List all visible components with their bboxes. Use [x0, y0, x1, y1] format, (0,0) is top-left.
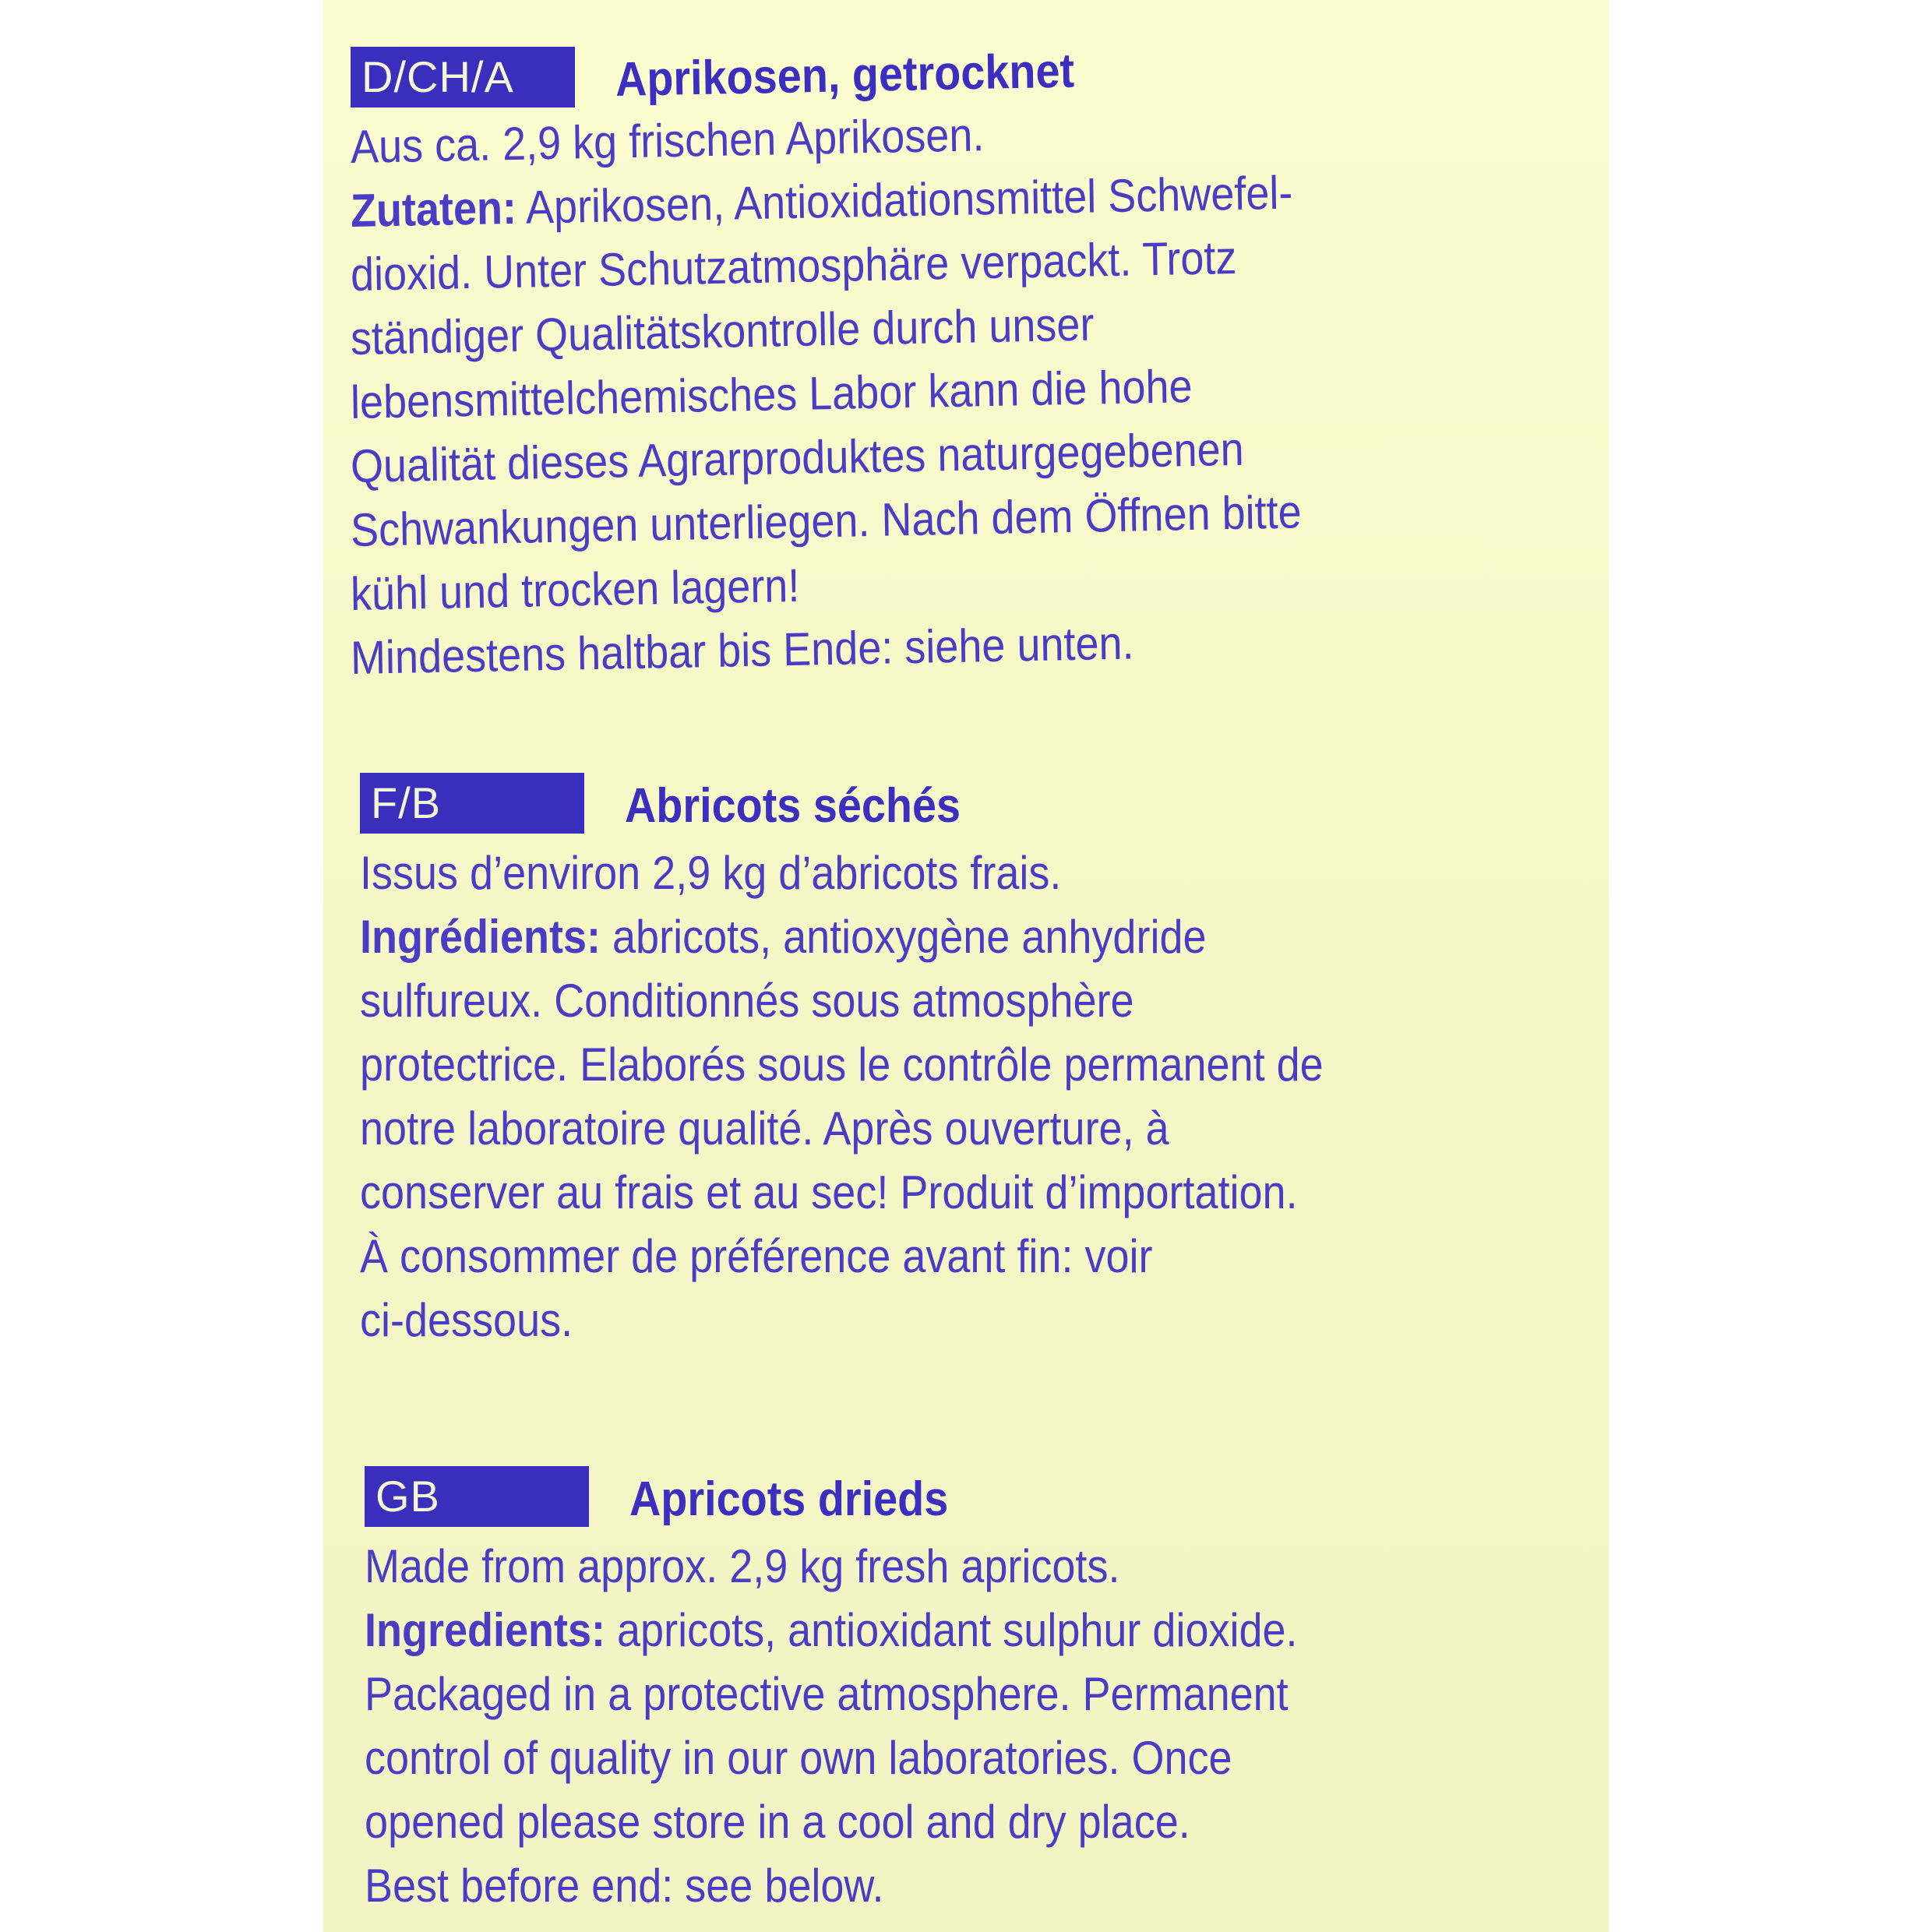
text-line: ci-dessous.: [360, 1294, 573, 1346]
ingredients-rest: Antioxidationsmittel Schwefel-: [733, 166, 1293, 230]
text-line: lebensmittelchemisches Labor kann die hohe: [350, 360, 1193, 428]
text-line: Issus d’environ 2,9 kg d’abricots frais.: [360, 847, 1062, 899]
ingredients-rest: abricots, antioxygène anhydride: [601, 911, 1207, 963]
ingredients-line: [365, 1599, 1479, 1662]
section-german: [351, 37, 1589, 690]
text-line: Mindestens haltbar bis Ende: siehe unten.: [350, 616, 1135, 684]
section-body: [360, 841, 1599, 1352]
section-body: [365, 1535, 1603, 1918]
section-header: [360, 763, 1599, 834]
text-line: notre laboratoire qualité. Après ouverture, à: [360, 1102, 1169, 1155]
text-line: Aus ca. 2,9 kg frischen Aprikosen.: [350, 108, 985, 173]
ingredients-label: Ingrédients:: [360, 911, 601, 963]
text-line: Qualität dieses Agrarproduktes naturgegebenen: [350, 422, 1245, 492]
text-line: opened please store in a cool and dry place.: [365, 1796, 1190, 1848]
ingredients-start: Aprikosen,: [516, 177, 735, 234]
country-code-badge: F/B: [360, 773, 584, 834]
text-line: Schwankungen unterliegen. Nach dem Öffnen bitte: [350, 485, 1303, 556]
text-line: ständiger Qualitätskontrolle durch unser: [350, 298, 1095, 365]
section-body: [350, 108, 1589, 690]
text-line: conserver au frais et au sec! Produit d’importation.: [360, 1166, 1298, 1218]
product-title: Aprikosen, getrocknet: [615, 44, 1075, 107]
ingredients-label: Zutaten:: [350, 181, 517, 237]
ingredients-line: [360, 905, 1475, 969]
text-line: dioxid. Unter Schutzatmosphäre verpackt. Trotz: [350, 231, 1237, 301]
country-code-badge: GB: [365, 1466, 589, 1527]
text-line: control of quality in our own laboratories. Once: [365, 1732, 1232, 1784]
section-english: [365, 1457, 1603, 1918]
ingredients-label: Ingredients:: [365, 1604, 606, 1656]
text-line: sulfureux. Conditionnés sous atmosphère: [360, 975, 1134, 1027]
product-title: Apricots drieds: [629, 1472, 949, 1526]
text-line: À consommer de préférence avant fin: voir: [360, 1230, 1153, 1282]
text-line: kühl und trocken lagern!: [350, 559, 800, 620]
text-line: protectrice. Elaborés sous le contrôle permanent de: [360, 1038, 1324, 1091]
product-title: Abricots séchés: [625, 779, 961, 833]
section-french: [360, 763, 1599, 1352]
text-line: Best before end: see below.: [365, 1860, 884, 1912]
country-code-badge: D/CH/A: [351, 47, 575, 108]
text-line: Made from approx. 2,9 kg fresh apricots.: [365, 1540, 1120, 1592]
section-header: [365, 1457, 1603, 1527]
text-line: Packaged in a protective atmosphere. Permanent: [365, 1668, 1289, 1720]
ingredients-rest: apricots, antioxidant sulphur dioxide.: [605, 1604, 1298, 1656]
